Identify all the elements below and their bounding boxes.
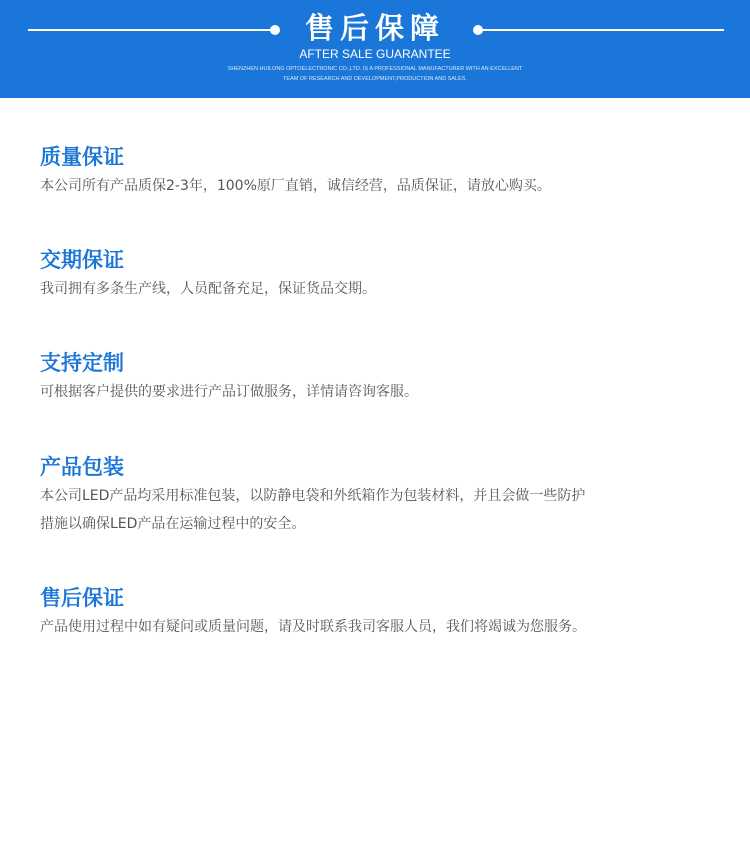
page-subtitle: AFTER SALE GUARANTEE — [299, 47, 451, 61]
page-title: 售后保障 — [304, 11, 445, 45]
section-text: 本公司所有产品质保2-3年，100%原厂直销，诚信经营，品质保证，请放心购买。 — [40, 178, 551, 194]
section-after-sale-guarantee — [40, 583, 700, 641]
section-delivery-guarantee — [40, 245, 700, 303]
section-quality-guarantee — [40, 142, 700, 200]
section-text: 产品使用过程中如有疑问或质量问题，请及时联系我司客服人员，我们将竭诚为您服务。 — [40, 619, 586, 635]
section-packaging — [40, 452, 700, 538]
section-heading: 支持定制 — [40, 351, 124, 375]
right-divider-line — [478, 29, 724, 31]
section-heading: 交期保证 — [40, 248, 124, 272]
section-heading: 质量保证 — [40, 145, 124, 169]
section-text: 我司拥有多条生产线，人员配备充足，保证货品交期。 — [40, 281, 376, 297]
section-text: 可根据客户提供的要求进行产品订做服务，详情请咨询客服。 — [40, 384, 418, 400]
section-text-line-1: 本公司LED产品均采用标准包装，以防静电袋和外纸箱作为包装材料，并且会做一些防护 — [40, 488, 586, 504]
section-text-line-2: 措施以确保LED产品在运输过程中的安全。 — [40, 516, 306, 532]
section-customization — [40, 348, 700, 406]
company-tagline-line-1: SHENZHEN HUILONG OPTOELECTRONIC CO.,LTD. IS A PROFESSIONAL MANUFACTURER WITH AN EXCELLENT — [227, 66, 523, 72]
section-heading: 售后保证 — [40, 586, 124, 610]
header-banner — [0, 0, 750, 98]
section-heading: 产品包装 — [40, 455, 124, 479]
company-tagline-line-2: TEAM OF RESEARCH AND DEVELOPMENT,PRODUCTION AND SALES. — [283, 76, 467, 82]
